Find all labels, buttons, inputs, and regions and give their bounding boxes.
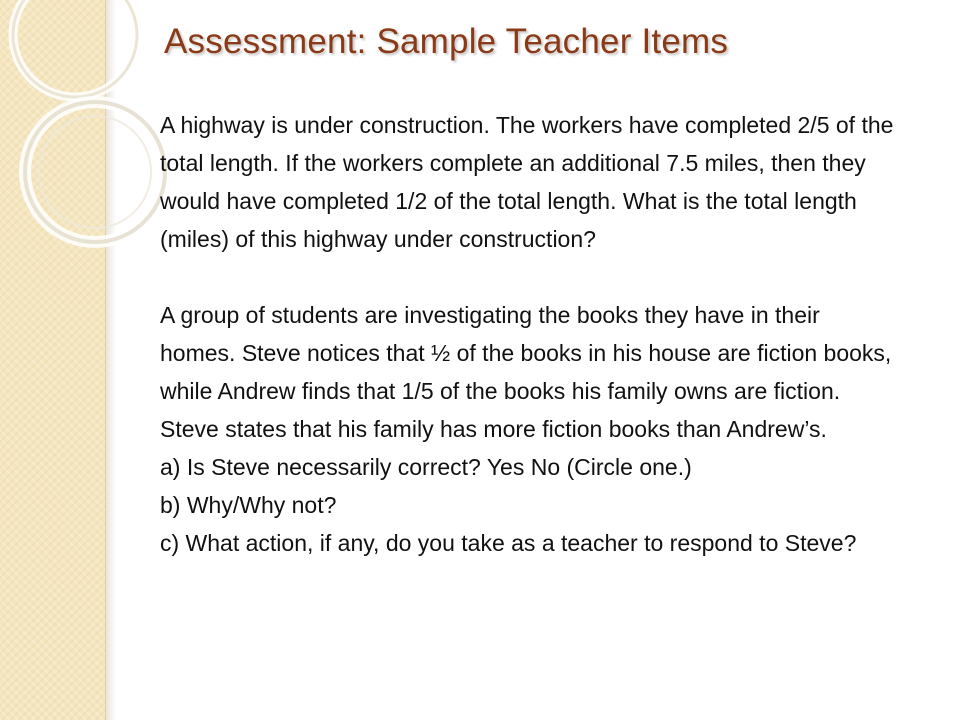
paragraph-spacer [160, 258, 905, 296]
slide-title: Assessment: Sample Teacher Items [164, 22, 729, 61]
decorative-circles-ornament [0, 0, 160, 280]
question-c: c) What action, if any, do you take as a teacher to respond to Steve? [160, 530, 857, 556]
slide-content [160, 106, 905, 562]
problem-books-intro: A group of students are investigating the books they have in their [160, 302, 820, 328]
question-b: b) Why/Why not? [160, 492, 337, 518]
problem-books-body: homes. Steve notices that ½ of the books in his house are fiction books, while Andrew finds that 1/5 of the books his family owns are fiction. Steve states that his family has more fiction books than Andrew’s. [160, 340, 892, 442]
problem-highway: A highway is under construction. The workers have completed 2/5 of the total length. If the workers complete an additional 7.5 miles, then they would have completed 1/2 of the total length. What is the total length (miles) of this highway under construction? [160, 112, 894, 252]
question-a: a) Is Steve necessarily correct? Yes No (Circle one.) [160, 454, 692, 480]
